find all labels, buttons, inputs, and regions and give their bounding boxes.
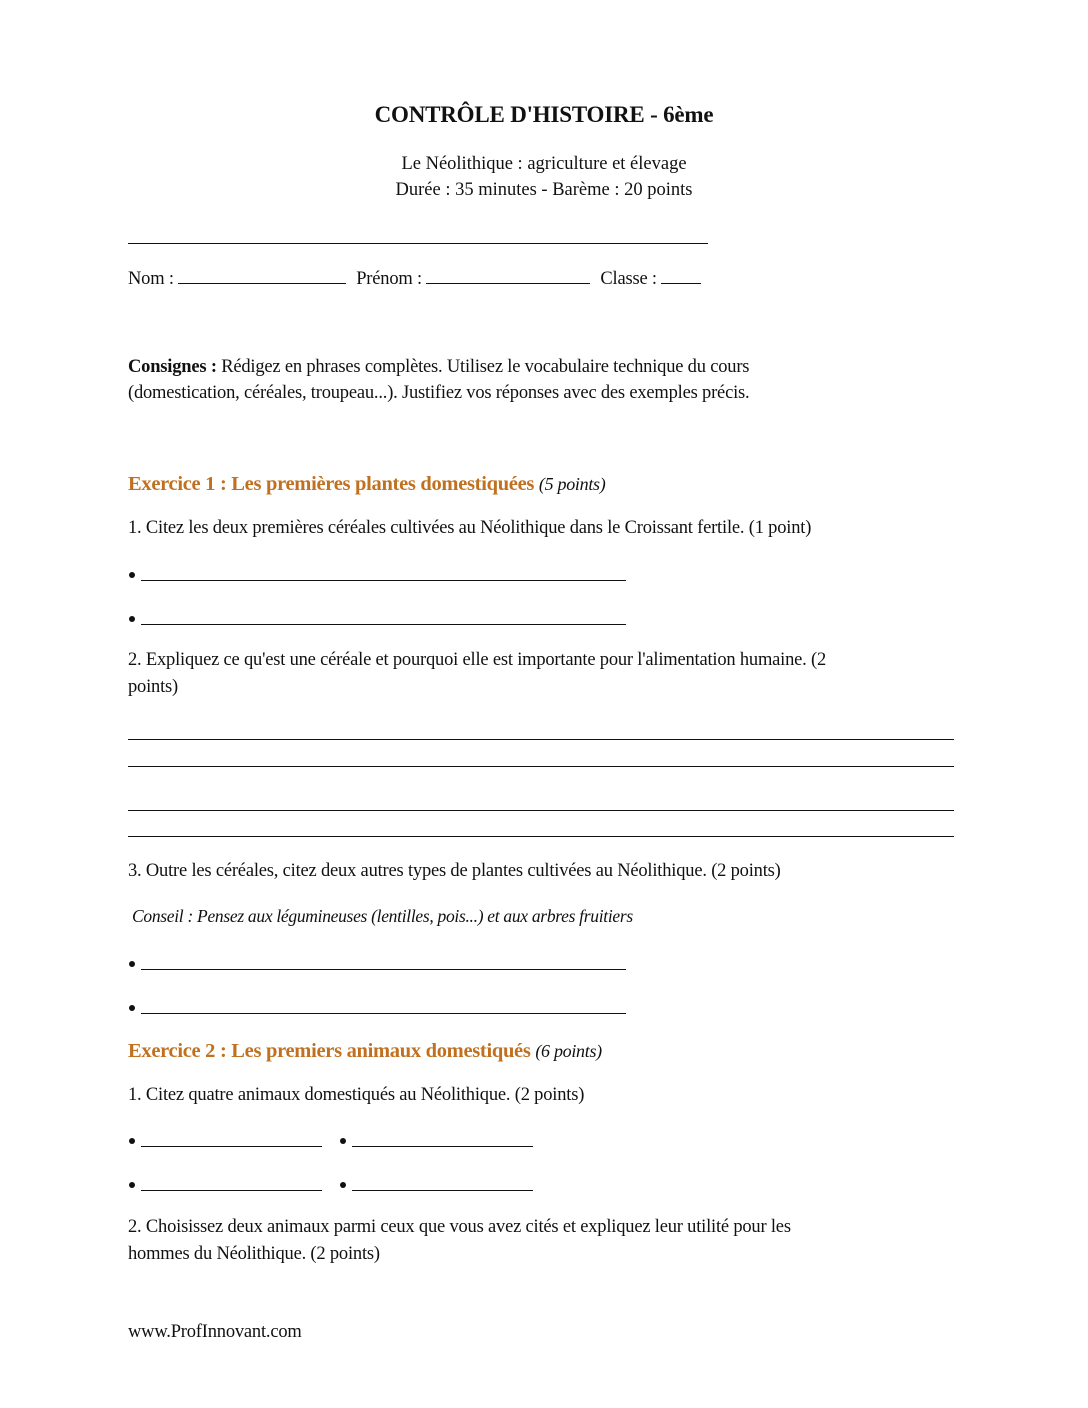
exercise-2-question-1: 1. Citez quatre animaux domestiqués au Néolithique. (2 points) [128,1085,585,1105]
exercise-2-heading [128,1040,602,1063]
exercise-1-heading [128,473,605,496]
answer-line[interactable] [141,969,626,970]
bullet-icon [129,1182,135,1188]
prenom-field[interactable] [426,269,590,284]
answer-line[interactable] [352,1146,533,1147]
exercise-1-question-2-line-2: points) [128,677,178,697]
bullet-icon [129,1138,135,1144]
bullet-icon [129,1005,135,1011]
exercise-1-points: (5 points) [538,474,606,494]
exercise-1-title: Exercice 1 : Les premières plantes domestiquées [128,473,535,495]
bullet-icon [129,961,135,967]
answer-line[interactable] [128,836,954,837]
bullet-icon [340,1182,346,1188]
exercise-1-question-3: 3. Outre les céréales, citez deux autres types de plantes cultivées au Néolithique. (2 points) [128,861,781,881]
answer-line[interactable] [141,580,626,581]
exercise-2-title: Exercice 2 : Les premiers animaux domestiqués [128,1040,531,1062]
prenom-label: Prénom : [356,269,422,289]
bullet-icon [129,616,135,622]
exercise-1-question-2-line-1: 2. Expliquez ce qu'est une céréale et pourquoi elle est importante pour l'alimentation humaine. (2 [128,650,827,670]
instructions-line-2: (domestication, céréales, troupeau...). Justifiez vos réponses avec des exemples précis. [128,383,750,403]
answer-line[interactable] [128,739,954,740]
instructions-label: Consignes : [128,357,217,377]
instructions-text-1: Rédigez en phrases complètes. Utilisez le vocabulaire technique du cours [216,357,750,377]
page-title: CONTRÔLE D'HISTOIRE - 6ème [374,102,714,127]
exam-meta: Durée : 35 minutes - Barème : 20 points [395,180,693,200]
answer-line[interactable] [141,1013,626,1014]
answer-line[interactable] [128,766,954,767]
exercise-2-question-2-line-1: 2. Choisissez deux animaux parmi ceux que vous avez cités et expliquez leur utilité pour les [128,1217,791,1237]
instructions-line-1 [128,357,749,378]
answer-line[interactable] [352,1190,533,1191]
exercise-1-hint: Conseil : Pensez aux légumineuses (lentilles, pois...) et aux arbres fruitiers [132,906,633,926]
answer-line[interactable] [141,1146,322,1147]
identity-row [128,269,701,290]
answer-line[interactable] [128,810,954,811]
bullet-icon [129,572,135,578]
header-separator [128,243,708,244]
nom-field[interactable] [178,269,346,284]
nom-label: Nom : [128,269,174,289]
classe-label: Classe : [600,269,657,289]
bullet-icon [340,1138,346,1144]
exercise-2-points: (6 points) [535,1041,602,1061]
page-subtitle: Le Néolithique : agriculture et élevage [401,154,687,174]
answer-line[interactable] [141,624,626,625]
answer-line[interactable] [141,1190,322,1191]
footer-website: www.ProfInnovant.com [128,1322,302,1342]
exercise-2-question-2-line-2: hommes du Néolithique. (2 points) [128,1244,380,1264]
classe-field[interactable] [661,269,701,284]
exercise-1-question-1: 1. Citez les deux premières céréales cultivées au Néolithique dans le Croissant fertile. (1 point) [128,518,812,538]
